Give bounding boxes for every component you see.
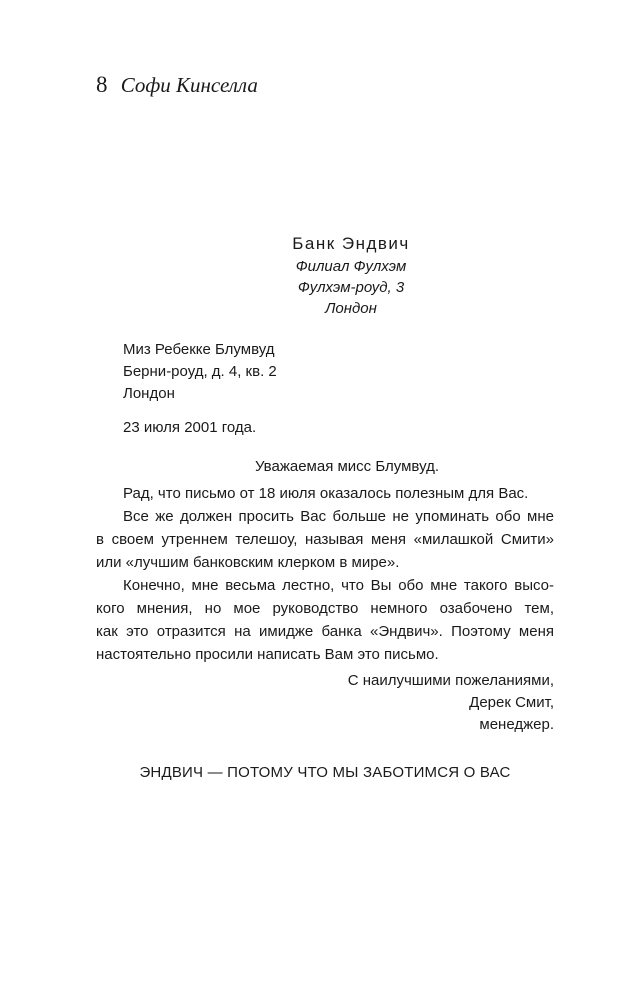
- signoff-closing: С наилучшими пожеланиями,: [347, 672, 554, 689]
- bank-street: Фулхэм-роуд, 3: [297, 279, 405, 296]
- paragraph-3: [96, 574, 554, 666]
- paragraph-line: как это отразится на имидже банка «Эндвич». Поэтому меня: [96, 623, 554, 640]
- recipient-address: [123, 339, 554, 405]
- paragraph-line: настоятельно просили написать Вам это письмо.: [96, 646, 439, 663]
- page-number: 8: [96, 72, 108, 97]
- paragraph-2: [96, 505, 554, 574]
- bank-branch: Филиал Фулхэм: [295, 258, 407, 275]
- running-head: [96, 70, 258, 100]
- signoff-name: Дерек Смит,: [469, 694, 554, 711]
- bank-name: Банк Эндвич: [292, 234, 410, 253]
- letterhead: [148, 232, 554, 319]
- paragraph-line: Рад, что письмо от 18 июля оказалось полезным для Вас.: [123, 485, 529, 502]
- bank-city: Лондон: [325, 300, 377, 317]
- recipient-name: Миз Ребекке Блумвуд: [123, 341, 275, 358]
- paragraph-line: в своем утреннем телешоу, называя меня «милашкой Смити»: [96, 531, 554, 548]
- recipient-street: Берни-роуд, д. 4, кв. 2: [123, 363, 277, 380]
- paragraph-line: кого мнения, но мое руководство немного озабочено тем,: [96, 600, 554, 617]
- salutation: Уважаемая мисс Блумвуд.: [255, 458, 439, 475]
- letter: [96, 232, 554, 784]
- paragraph-line: Все же должен просить Вас больше не упоминать обо мне: [123, 508, 554, 525]
- bank-slogan: ЭНДВИЧ — ПОТОМУ ЧТО МЫ ЗАБОТИМСЯ О ВАС: [139, 764, 511, 781]
- running-head-author: Софи Кинселла: [120, 73, 258, 97]
- recipient-city: Лондон: [123, 385, 175, 402]
- paragraph-line: Конечно, мне весьма лестно, что Вы обо мне такого высо-: [123, 577, 554, 594]
- paragraph-line: или «лучшим банковским клерком в мире».: [96, 554, 400, 571]
- signoff-title: менеджер.: [479, 716, 554, 733]
- paragraph-1: [96, 482, 554, 505]
- signoff: [96, 670, 554, 736]
- letter-date: 23 июля 2001 года.: [123, 419, 257, 436]
